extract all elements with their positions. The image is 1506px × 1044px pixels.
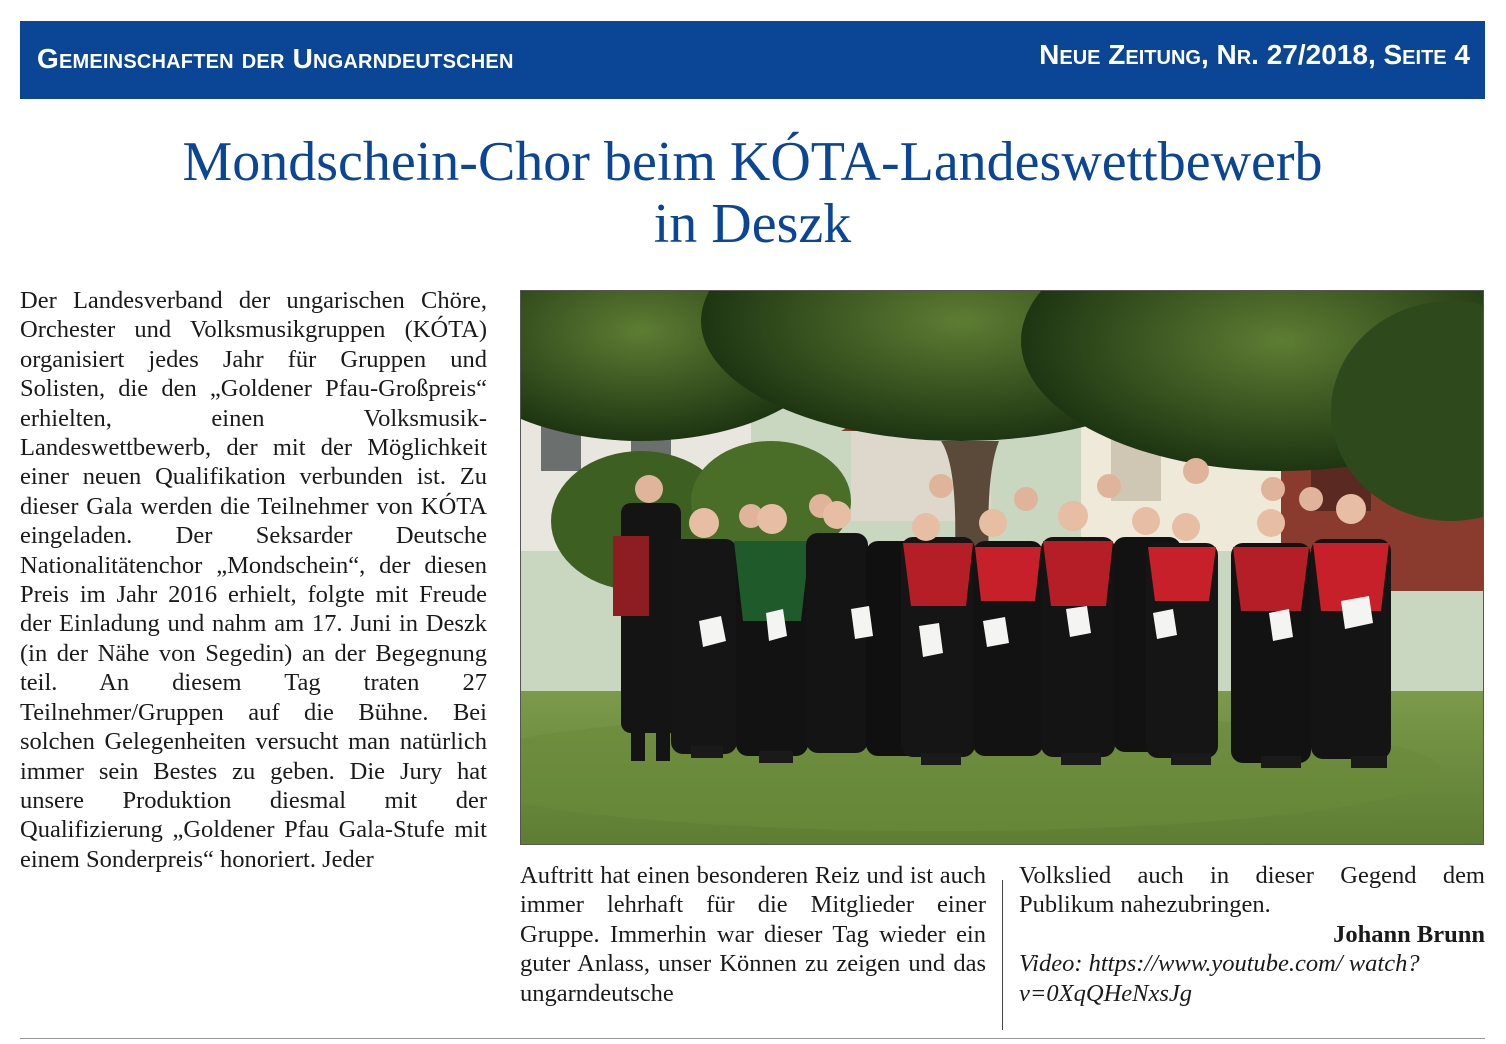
article-column-middle: Auftritt hat einen besonderen Reiz und ist auch immer lehrhaft für die Mitglieder einer Gruppe. Immerhin war dieser Tag wieder ein guter Anlass, unser Können zu zeigen und das ungarndeutsche	[520, 862, 986, 1007]
choir-photo	[520, 290, 1484, 845]
choir-photo-illustration	[521, 291, 1484, 845]
video-link[interactable]: Video: https://www.youtube.com/ watch? v=0XqQHeNxsJg	[1019, 950, 1420, 1007]
article-column-right	[1019, 861, 1485, 1008]
issue-info: Neue Zeitung, Nr. 27/2018, Seite 4	[1039, 39, 1470, 70]
author-signature: Johann Brunn	[1333, 920, 1485, 948]
headline-line-1: Mondschein-Chor beim KÓTA-Landeswettbewerb	[182, 131, 1323, 193]
article-headline	[20, 131, 1485, 255]
column-divider	[1002, 880, 1003, 1030]
article-column-right-text: Volkslied auch in dieser Gegend dem Publikum nahezubringen.	[1019, 862, 1485, 919]
article-column-left: Der Landesverband der ungarischen Chöre, Orchester und Volksmusikgruppen (KÓTA) organisiert jedes Jahr für Gruppen und Solisten, die den „Goldener Pfau-Großpreis“ erhielten, einen Volksmusik-Landeswettbewerb, der mit der Möglichkeit einer neuen Qualifikation verbunden ist. Zu dieser Gala werden die Teilnehmer von KÓTA eingeladen. Der Seksarder Deutsche Nationalitätenchor „Mondschein“, der diesen Preis im Jahr 2016 erhielt, folgte mit Freude der Einladung und nahm am 17. Juni in Deszk (in der Nähe von Segedin) an der Begegnung teil. An diesem Tag traten 27 Teilnehmer/Gruppen auf die Bühne. Bei solchen Gelegenheiten versucht man natürlich immer sein Bestes zu geben. Die Jury hat unsere Produktion diesmal mit der Qualifizierung „Goldener Pfau Gala-Stufe mit einem Sonderpreis“ honoriert. Jeder	[20, 287, 487, 873]
bottom-rule	[20, 1038, 1485, 1039]
section-header-bar	[20, 21, 1485, 99]
section-title: Gemeinschaften der Ungarndeutschen	[37, 43, 514, 74]
headline-line-2: in Deszk	[653, 193, 852, 255]
